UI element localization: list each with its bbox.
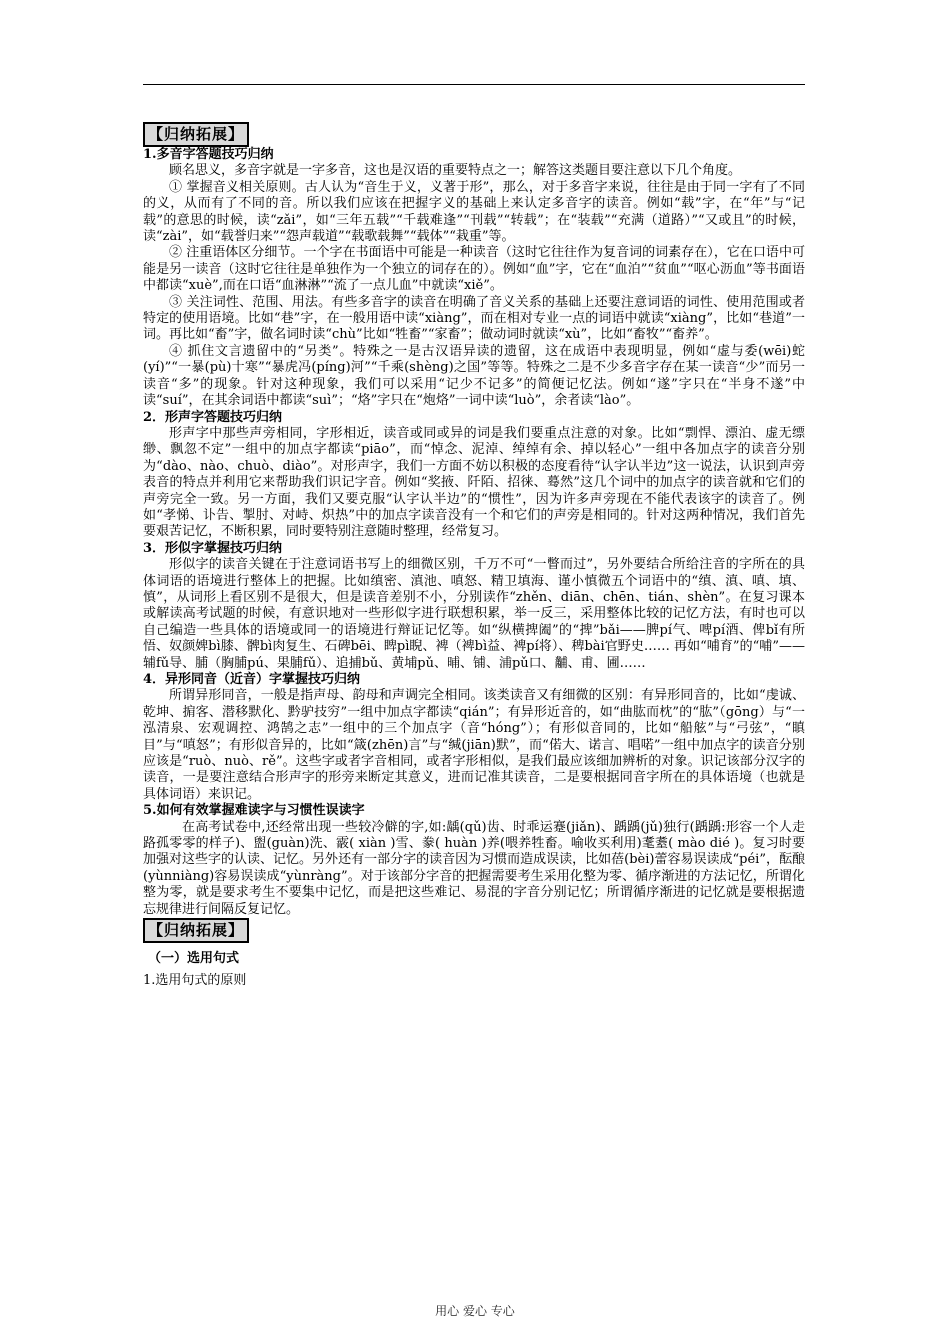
section-banner: 【归纳拓展】 — [143, 122, 249, 147]
section-similar-shape — [143, 541, 805, 672]
paragraph: 形似字的读音关键在于注意词语书写上的细微区别，千万不可“一瞥而过”，另外要结合所给注音的字所在的具体词语的语境进行整体上的把握。比如缜密、滇池、嗔怒、精卫填海、谨小慎微五个词语中的“缜、滇、嗔、填、慎”，从词形上看区别不是很大，但是读音差别不小，分别读作“zhěn、diān、chēn、tián、shèn”。在复习课本或解读高考试题的时候，有意识地对一些形似字进行联想积累，举一反三，采用整体比较的记忆方法，有时也可以自己编造一些具体的语境或同一的语境进行辩证记忆等。如“纵横捭阖”的“捭”bǎi——脾pí气、啤pí酒、俾bǐ有所悟、奴颜婢bì膝、髀bì肉复生、石碑bēi、睥pì睨、裨（裨bì益、裨pí将）、稗bài官野史…… 再如“哺育”的“哺”——辅fǔ导、脯（胸脯pú、果脯fǔ）、追捕bǔ、黄埔pǔ、晡、铺、浦pǔ口、黼、甫、圃…… — [143, 557, 805, 671]
header-rule — [143, 84, 805, 85]
section-phonetic-compound — [143, 410, 805, 541]
page-footer: 用心 爱心 专心 — [435, 1304, 515, 1318]
section-homophone — [143, 672, 805, 803]
paragraph: ④ 抓住文言遗留中的“另类”。特殊之一是古汉语异读的遗留，这在成语中表现明显，例如“虚与委(wēi)蛇(yí)”“一暴(pù)十寒”“暴虎冯(píng)河”“千乘(shèng)之国”等等。特殊之二是不少多音字存在某一读音“少”而另一读音“多”的现象。针对这种现象，我们可以采用“记少不记多”的简便记忆法。例如“遂”字只在“半身不遂”中读“suí”，在其余词语中都读“suì”；“烙”字只在“炮烙”一词中读“luò”，余者读“lào”。 — [143, 343, 805, 409]
paragraph: 在高考试卷中,还经常出现一些较冷僻的字,如:龋(qǔ)齿、时乖运蹇(jiǎn)、踽踽(jǔ)独行(踽踽:形容一个人走路孤零零的样子)、盥(guàn)洗、霰( xiàn )雪、豢( huàn )养(喂养牲畜。喻收买利用)耄耋( mào dié )。复习时要加强对这些字的认读、记忆。另外还有一部分字的读音因为习惯而造成误读，比如蓓(bèi)蕾容易误读成“péi”，酝酿(yùnniàng)容易误读成“yùnràng”。对于该部分字音的把握需要考生采用化整为零、循序渐进的方法记忆，所谓化整为零，就是要求考生不要集中记忆，而是把这些难记、易混的字音分别记忆；所谓循序渐进的记忆就是要根据遗忘规律进行间隔反复记忆。 — [143, 819, 805, 917]
section-polyphone — [143, 147, 805, 410]
subsection-heading: （一）选用句式 — [148, 951, 240, 967]
section-heading: 2．形声字答题技巧归纳 — [143, 409, 283, 425]
paragraph: 形声字中那些声旁相同，字形相近，读音或同或异的词是我们要重点注意的对象。比如“剽悍、漂泊、虚无缥缈、飘忽不定”一组中的加点字都读“piāo”，而“悼念、泥淖、绰绰有余、掉以轻心”一组中各加点字的读音分别为“dào、nào、chuò、diào”。对形声字，我们一方面不妨以积极的态度看待“认字认半边”这一说法，认识到声旁表音的特点并利用它来帮助我们识记字音。例如“奖掖、阡陌、招徕、蓦然”这几个词中的加点字的读音就和它们的声旁完全一致。另一方面，我们又要克服“认字认半边”的“惯性”，因为许多声旁现在不能代表该字的读音了。例如“孝悌、讣告、掣肘、对峙、炽热”中的加点字读音没有一个和它们的声旁是相同的。针对这两种情况，我们首先要艰苦记忆，不断积累，同时要特别注意随时整理，经常复习。 — [143, 425, 805, 540]
section-banner: 【归纳拓展】 — [143, 918, 249, 943]
paragraph: ② 注重语体区分细节。一个字在书面语中可能是一种读音（这时它往往作为复音词的词素存在），它在口语中可能是另一读音（这时它往往是单独作为一个独立的词存在的）。例如“血”字，它在“血泊”“贫血”“呕心沥血”等书面语中都读“xuè”,而在口语“血淋淋”“流了一点儿血”中就读“xiě”。 — [143, 245, 805, 294]
paragraph: ③ 关注词性、范围、用法。有些多音字的读音在明确了音义关系的基础上还要注意词语的词性、使用范围或者特定的使用语境。比如“巷”字，在一般用语中读“xiàng”，而在相对专业一点的词语中就读“xiàng”，比如“巷道”一词。再比如“畜”字，做名词时读“chù”比如“牲畜”“家畜”；做动词时就读“xù”，比如“畜牧”“畜养”。 — [143, 294, 805, 343]
paragraph: 顾名思义，多音字就是一字多音，这也是汉语的重要特点之一；解答这类题目要注意以下几个角度。 — [169, 163, 742, 179]
section-heading: 4．异形同音（近音）字掌握技巧归纳 — [143, 672, 361, 687]
section-heading: 5.如何有效掌握难读字与习惯性误读字 — [143, 803, 365, 819]
paragraph: ① 掌握音义相关原则。古人认为“音生于义，义著于形”，那么，对于多音字来说，往往是由于同一字有了不同的义，从而有了不同的音。所以我们应该在把握字义的基础上来认定多音字的读音。例如“载”字，在“年”与“记载”的意思的时候，读“zǎi”，如“三年五载”“千载难逢”“刊载”“转载”；在“装载”“充满（道路）”“又或且”的时候，读“zài”，如“载誉归来”“怨声载道”“载歌载舞”“载体”“栽重”等。 — [143, 179, 805, 245]
paragraph: 所谓异形同音，一般是指声母、韵母和声调完全相同。该类读音又有细微的区别：有异形同音的，比如“虔诚、乾坤、掮客、潜移默化、黔驴技穷”一组中加点字都读“qián”；有异形近音的，如“曲肱而枕”的“肱”（gōng）与“一泓清泉、宏观调控、鸿鹄之志”一组中的三个加点字（音“hóng”）；有形似音同的，比如“船舷”与“弓弦”，“瞋目”与“嗔怒”；有形似音异的，比如“箴(zhēn)言”与“缄(jiān)默”，而“偌大、诺言、唱喏”一组中加点字的读音分别应该是“ruò、nuò、rě”。这些字或者字音相同，或者字形相似，是我们最应该细加辨析的对象。识记该部分汉字的读音，一是要注意结合形声字的形旁来断定其意义，进而记准其读音，二是要根据同音字所在的具体语境（也就是具体词语）来识记。 — [143, 688, 805, 802]
section-difficult-chars — [143, 803, 805, 918]
document-body — [143, 122, 805, 990]
section-heading: 1.多音字答题技巧归纳 — [143, 147, 274, 162]
section-heading: 3．形似字掌握技巧归纳 — [143, 540, 283, 556]
subsection-item: 1.选用句式的原则 — [143, 973, 247, 989]
